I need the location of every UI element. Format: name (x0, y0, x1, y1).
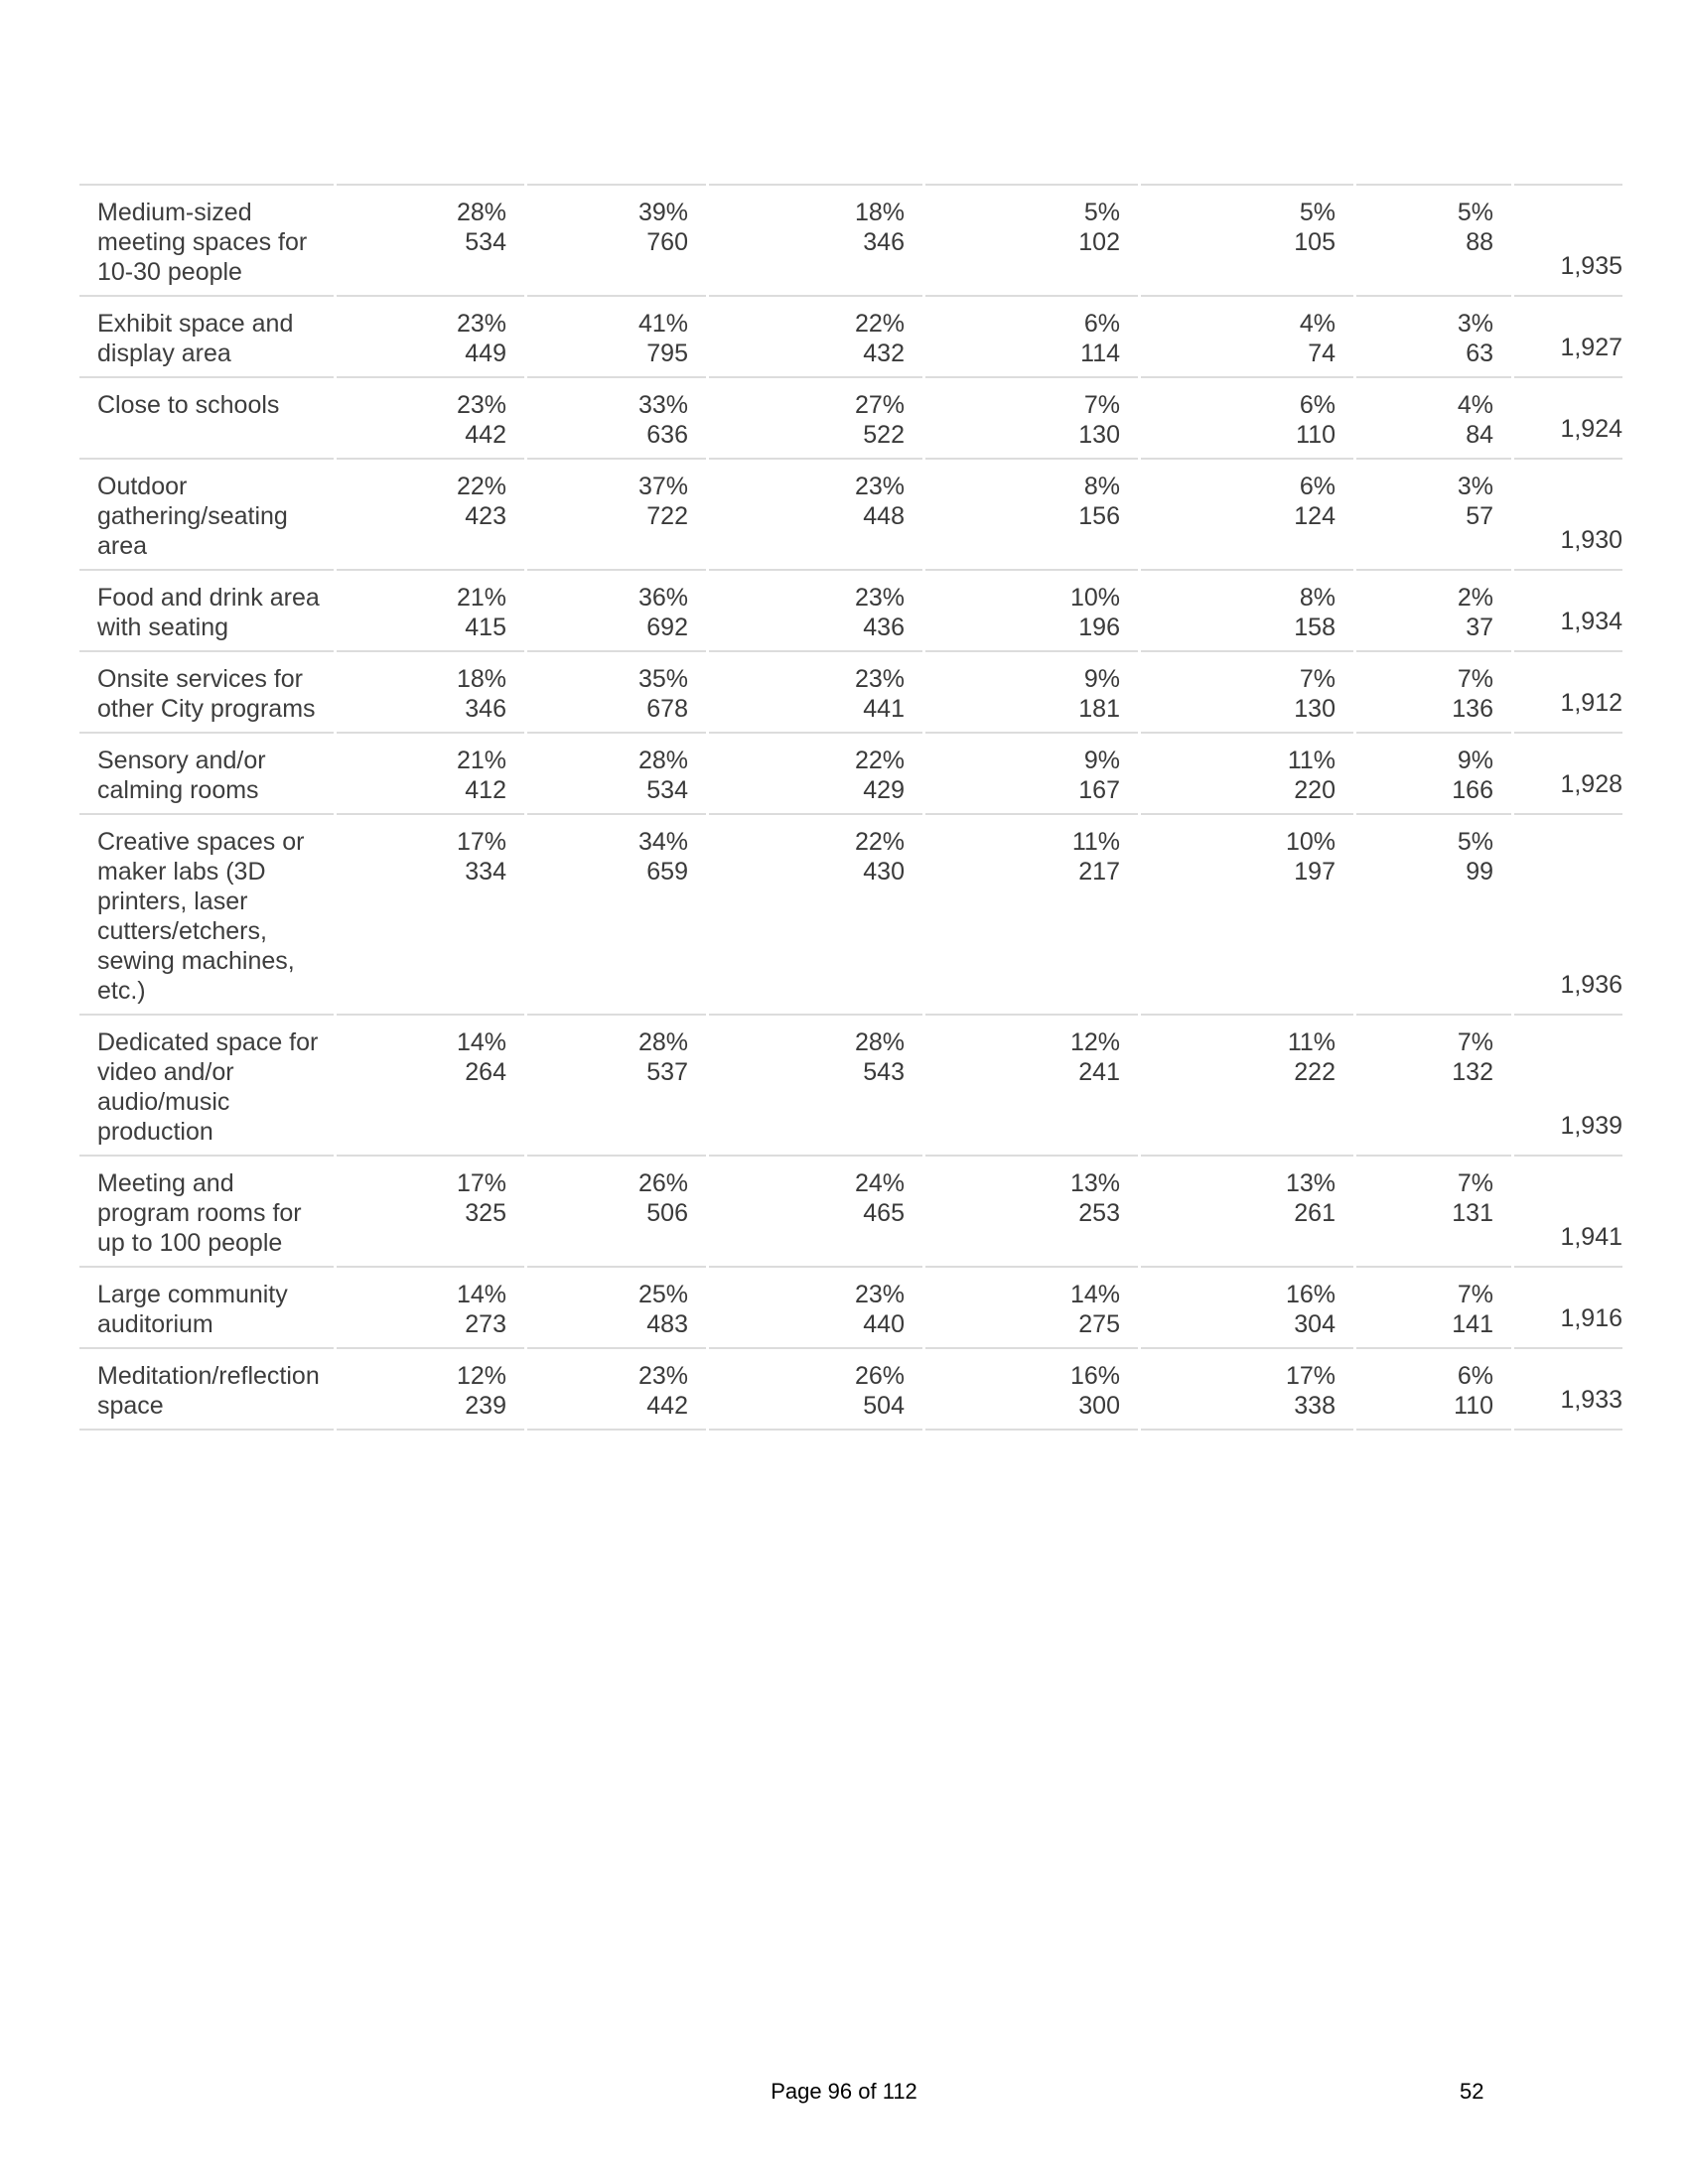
response-percent: 11% (1071, 828, 1120, 856)
response-cell (527, 732, 706, 813)
response-percent: 4% (1299, 310, 1336, 338)
response-percent: 26% (637, 1169, 688, 1197)
response-cell (1356, 1347, 1511, 1431)
response-percent: 21% (456, 747, 506, 774)
response-percent: 22% (854, 310, 905, 338)
response-percent: 28% (637, 747, 688, 774)
response-percent: 18% (456, 665, 506, 693)
response-cell (527, 184, 706, 295)
response-count: 253 (1078, 1199, 1120, 1227)
response-percent: 23% (854, 584, 905, 612)
response-percent: 23% (854, 665, 905, 693)
response-count: 264 (465, 1058, 506, 1086)
response-percent: 17% (456, 1169, 506, 1197)
table-row (79, 650, 1622, 732)
response-cell (337, 1266, 524, 1347)
response-count: 534 (465, 228, 506, 256)
response-percent: 8% (1299, 584, 1336, 612)
response-cell (925, 732, 1138, 813)
response-count: 124 (1294, 502, 1336, 530)
response-cell (1141, 732, 1353, 813)
row-total: 1,941 (1514, 1155, 1622, 1266)
response-cell (1141, 376, 1353, 458)
response-percent: 5% (1299, 199, 1336, 226)
response-count: 795 (646, 340, 688, 367)
response-percent: 2% (1457, 584, 1493, 612)
response-count: 114 (1080, 340, 1120, 367)
response-percent: 33% (637, 391, 688, 419)
response-percent: 4% (1457, 391, 1493, 419)
row-total: 1,934 (1514, 569, 1622, 650)
response-count: 415 (465, 614, 506, 641)
table-row (79, 376, 1622, 458)
response-percent: 41% (637, 310, 688, 338)
table-row (79, 458, 1622, 569)
response-cell (925, 295, 1138, 376)
response-cell (1356, 732, 1511, 813)
response-count: 678 (646, 695, 688, 723)
response-percent: 5% (1457, 828, 1493, 856)
response-cell (1356, 1014, 1511, 1155)
response-count: 325 (465, 1199, 506, 1227)
row-label: Onsite services for other City programs (79, 650, 334, 732)
response-count: 110 (1296, 421, 1336, 449)
response-count: 522 (863, 421, 905, 449)
survey-results-table (76, 184, 1625, 1431)
response-count: 304 (1294, 1310, 1336, 1338)
response-cell (337, 184, 524, 295)
response-count: 440 (863, 1310, 905, 1338)
response-count: 543 (863, 1058, 905, 1086)
response-count: 105 (1294, 228, 1336, 256)
response-cell (709, 184, 922, 295)
response-cell (527, 295, 706, 376)
response-count: 239 (465, 1392, 506, 1420)
response-cell (337, 732, 524, 813)
row-label: Exhibit space and display area (79, 295, 334, 376)
response-percent: 28% (456, 199, 506, 226)
row-label: Dedicated space for video and/or audio/music production (79, 1014, 334, 1155)
response-percent: 24% (854, 1169, 905, 1197)
response-count: 760 (646, 228, 688, 256)
row-label: Food and drink area with seating (79, 569, 334, 650)
response-count: 430 (863, 858, 905, 886)
response-count: 506 (646, 1199, 688, 1227)
response-percent: 9% (1083, 747, 1120, 774)
page-indicator: Page 96 of 112 (771, 2079, 917, 2104)
row-label: Sensory and/or calming rooms (79, 732, 334, 813)
response-cell (527, 1266, 706, 1347)
response-count: 37 (1466, 614, 1493, 641)
response-count: 442 (646, 1392, 688, 1420)
response-count: 534 (646, 776, 688, 804)
response-percent: 9% (1083, 665, 1120, 693)
response-percent: 21% (456, 584, 506, 612)
response-count: 196 (1078, 614, 1120, 641)
response-count: 300 (1078, 1392, 1120, 1420)
response-cell (709, 1347, 922, 1431)
response-cell (527, 376, 706, 458)
response-cell (527, 1014, 706, 1155)
response-cell (337, 813, 524, 1014)
response-percent: 23% (456, 391, 506, 419)
response-count: 346 (863, 228, 905, 256)
table-row (79, 813, 1622, 1014)
response-cell (337, 650, 524, 732)
response-percent: 8% (1083, 473, 1120, 500)
row-total: 1,936 (1514, 813, 1622, 1014)
response-count: 132 (1452, 1058, 1493, 1086)
response-percent: 22% (854, 747, 905, 774)
row-total: 1,928 (1514, 732, 1622, 813)
response-percent: 37% (637, 473, 688, 500)
row-total: 1,939 (1514, 1014, 1622, 1155)
response-count: 636 (646, 421, 688, 449)
response-cell (709, 295, 922, 376)
response-cell (337, 1155, 524, 1266)
response-cell (709, 376, 922, 458)
response-count: 110 (1454, 1392, 1493, 1420)
response-cell (1356, 1266, 1511, 1347)
row-label: Meditation/reflection space (79, 1347, 334, 1431)
response-count: 158 (1294, 614, 1336, 641)
response-cell (527, 458, 706, 569)
response-cell (709, 1266, 922, 1347)
response-cell (1141, 1155, 1353, 1266)
response-cell (1356, 376, 1511, 458)
row-label: Outdoor gathering/seating area (79, 458, 334, 569)
response-percent: 22% (456, 473, 506, 500)
response-count: 432 (863, 340, 905, 367)
response-count: 448 (863, 502, 905, 530)
response-cell (925, 458, 1138, 569)
response-percent: 11% (1287, 747, 1336, 774)
response-percent: 16% (1069, 1362, 1120, 1390)
response-percent: 7% (1457, 1281, 1493, 1308)
response-cell (1141, 1014, 1353, 1155)
response-percent: 7% (1083, 391, 1120, 419)
response-percent: 28% (637, 1028, 688, 1056)
response-percent: 3% (1457, 310, 1493, 338)
response-cell (925, 184, 1138, 295)
response-cell (337, 458, 524, 569)
response-percent: 11% (1287, 1028, 1336, 1056)
response-count: 338 (1294, 1392, 1336, 1420)
response-cell (925, 1347, 1138, 1431)
response-count: 692 (646, 614, 688, 641)
response-percent: 14% (456, 1281, 506, 1308)
response-count: 220 (1294, 776, 1336, 804)
response-count: 436 (863, 614, 905, 641)
response-percent: 23% (456, 310, 506, 338)
response-count: 130 (1294, 695, 1336, 723)
response-cell (925, 569, 1138, 650)
response-cell (709, 458, 922, 569)
response-percent: 13% (1069, 1169, 1120, 1197)
table-row (79, 569, 1622, 650)
response-cell (925, 813, 1138, 1014)
response-percent: 14% (456, 1028, 506, 1056)
response-cell (925, 376, 1138, 458)
response-count: 423 (465, 502, 506, 530)
response-cell (1141, 569, 1353, 650)
response-percent: 12% (456, 1362, 506, 1390)
response-percent: 17% (456, 828, 506, 856)
response-cell (337, 295, 524, 376)
response-count: 429 (863, 776, 905, 804)
response-count: 74 (1308, 340, 1336, 367)
response-count: 334 (465, 858, 506, 886)
response-count: 88 (1466, 228, 1493, 256)
response-cell (925, 1014, 1138, 1155)
response-percent: 35% (637, 665, 688, 693)
response-cell (337, 1014, 524, 1155)
table-row (79, 1155, 1622, 1266)
response-percent: 27% (854, 391, 905, 419)
response-count: 57 (1466, 502, 1493, 530)
response-cell (1356, 813, 1511, 1014)
response-count: 84 (1466, 421, 1493, 449)
response-cell (1356, 1155, 1511, 1266)
response-percent: 39% (637, 199, 688, 226)
response-percent: 34% (637, 828, 688, 856)
response-percent: 9% (1457, 747, 1493, 774)
row-total: 1,912 (1514, 650, 1622, 732)
row-total: 1,916 (1514, 1266, 1622, 1347)
response-cell (709, 813, 922, 1014)
response-count: 166 (1452, 776, 1493, 804)
response-count: 722 (646, 502, 688, 530)
row-total: 1,935 (1514, 184, 1622, 295)
response-count: 99 (1466, 858, 1493, 886)
response-percent: 26% (854, 1362, 905, 1390)
response-cell (527, 1155, 706, 1266)
table-row (79, 732, 1622, 813)
response-percent: 10% (1069, 584, 1120, 612)
response-count: 141 (1452, 1310, 1493, 1338)
response-count: 136 (1452, 695, 1493, 723)
table-row (79, 295, 1622, 376)
response-percent: 14% (1069, 1281, 1120, 1308)
row-label: Large community auditorium (79, 1266, 334, 1347)
response-percent: 6% (1299, 473, 1336, 500)
response-count: 181 (1078, 695, 1120, 723)
response-cell (527, 569, 706, 650)
response-percent: 25% (637, 1281, 688, 1308)
response-cell (527, 650, 706, 732)
response-percent: 3% (1457, 473, 1493, 500)
response-cell (1356, 184, 1511, 295)
response-cell (1141, 650, 1353, 732)
response-count: 483 (646, 1310, 688, 1338)
row-label: Creative spaces or maker labs (3D printers, laser cutters/etchers, sewing machines, etc.) (79, 813, 334, 1014)
row-label: Medium-sized meeting spaces for 10-30 people (79, 184, 334, 295)
response-count: 130 (1078, 421, 1120, 449)
response-cell (1141, 1347, 1353, 1431)
response-count: 261 (1294, 1199, 1336, 1227)
response-cell (1141, 295, 1353, 376)
row-label: Close to schools (79, 376, 334, 458)
table-row (79, 1347, 1622, 1431)
response-cell (1356, 458, 1511, 569)
response-cell (709, 569, 922, 650)
response-percent: 22% (854, 828, 905, 856)
response-cell (1141, 813, 1353, 1014)
response-percent: 36% (637, 584, 688, 612)
table-body (79, 184, 1622, 1431)
response-cell (527, 1347, 706, 1431)
response-cell (925, 1155, 1138, 1266)
response-count: 442 (465, 421, 506, 449)
response-percent: 23% (854, 1281, 905, 1308)
response-cell (709, 1014, 922, 1155)
response-percent: 23% (854, 473, 905, 500)
response-cell (709, 650, 922, 732)
response-count: 441 (863, 695, 905, 723)
response-percent: 6% (1457, 1362, 1493, 1390)
response-count: 504 (863, 1392, 905, 1420)
response-count: 131 (1452, 1199, 1493, 1227)
response-percent: 18% (854, 199, 905, 226)
response-percent: 7% (1299, 665, 1336, 693)
response-percent: 5% (1457, 199, 1493, 226)
response-percent: 10% (1285, 828, 1336, 856)
response-percent: 12% (1069, 1028, 1120, 1056)
table-row (79, 1266, 1622, 1347)
response-cell (337, 376, 524, 458)
response-percent: 6% (1083, 310, 1120, 338)
row-total: 1,933 (1514, 1347, 1622, 1431)
response-count: 222 (1294, 1058, 1336, 1086)
response-count: 273 (465, 1310, 506, 1338)
response-percent: 7% (1457, 665, 1493, 693)
page-number: 52 (1460, 2079, 1484, 2104)
response-percent: 16% (1285, 1281, 1336, 1308)
response-percent: 23% (637, 1362, 688, 1390)
response-count: 217 (1078, 858, 1120, 886)
response-cell (337, 1347, 524, 1431)
row-label: Meeting and program rooms for up to 100 people (79, 1155, 334, 1266)
response-cell (1356, 295, 1511, 376)
response-count: 659 (646, 858, 688, 886)
response-count: 449 (465, 340, 506, 367)
response-count: 63 (1466, 340, 1493, 367)
response-percent: 17% (1285, 1362, 1336, 1390)
response-cell (527, 813, 706, 1014)
row-total: 1,930 (1514, 458, 1622, 569)
response-cell (1141, 184, 1353, 295)
row-total: 1,924 (1514, 376, 1622, 458)
response-cell (925, 1266, 1138, 1347)
response-count: 346 (465, 695, 506, 723)
response-count: 241 (1078, 1058, 1120, 1086)
response-percent: 7% (1457, 1169, 1493, 1197)
response-cell (1141, 458, 1353, 569)
response-count: 167 (1078, 776, 1120, 804)
response-cell (709, 1155, 922, 1266)
response-cell (1141, 1266, 1353, 1347)
response-cell (1356, 650, 1511, 732)
row-total: 1,927 (1514, 295, 1622, 376)
response-percent: 5% (1083, 199, 1120, 226)
response-percent: 7% (1457, 1028, 1493, 1056)
response-percent: 13% (1285, 1169, 1336, 1197)
response-cell (337, 569, 524, 650)
response-cell (709, 732, 922, 813)
response-cell (1356, 569, 1511, 650)
response-percent: 6% (1299, 391, 1336, 419)
response-count: 197 (1294, 858, 1336, 886)
response-cell (925, 650, 1138, 732)
table-row (79, 184, 1622, 295)
response-count: 465 (863, 1199, 905, 1227)
response-percent: 28% (854, 1028, 905, 1056)
response-count: 412 (465, 776, 506, 804)
response-count: 275 (1078, 1310, 1120, 1338)
response-count: 537 (646, 1058, 688, 1086)
table-row (79, 1014, 1622, 1155)
response-count: 156 (1078, 502, 1120, 530)
response-count: 102 (1078, 228, 1120, 256)
